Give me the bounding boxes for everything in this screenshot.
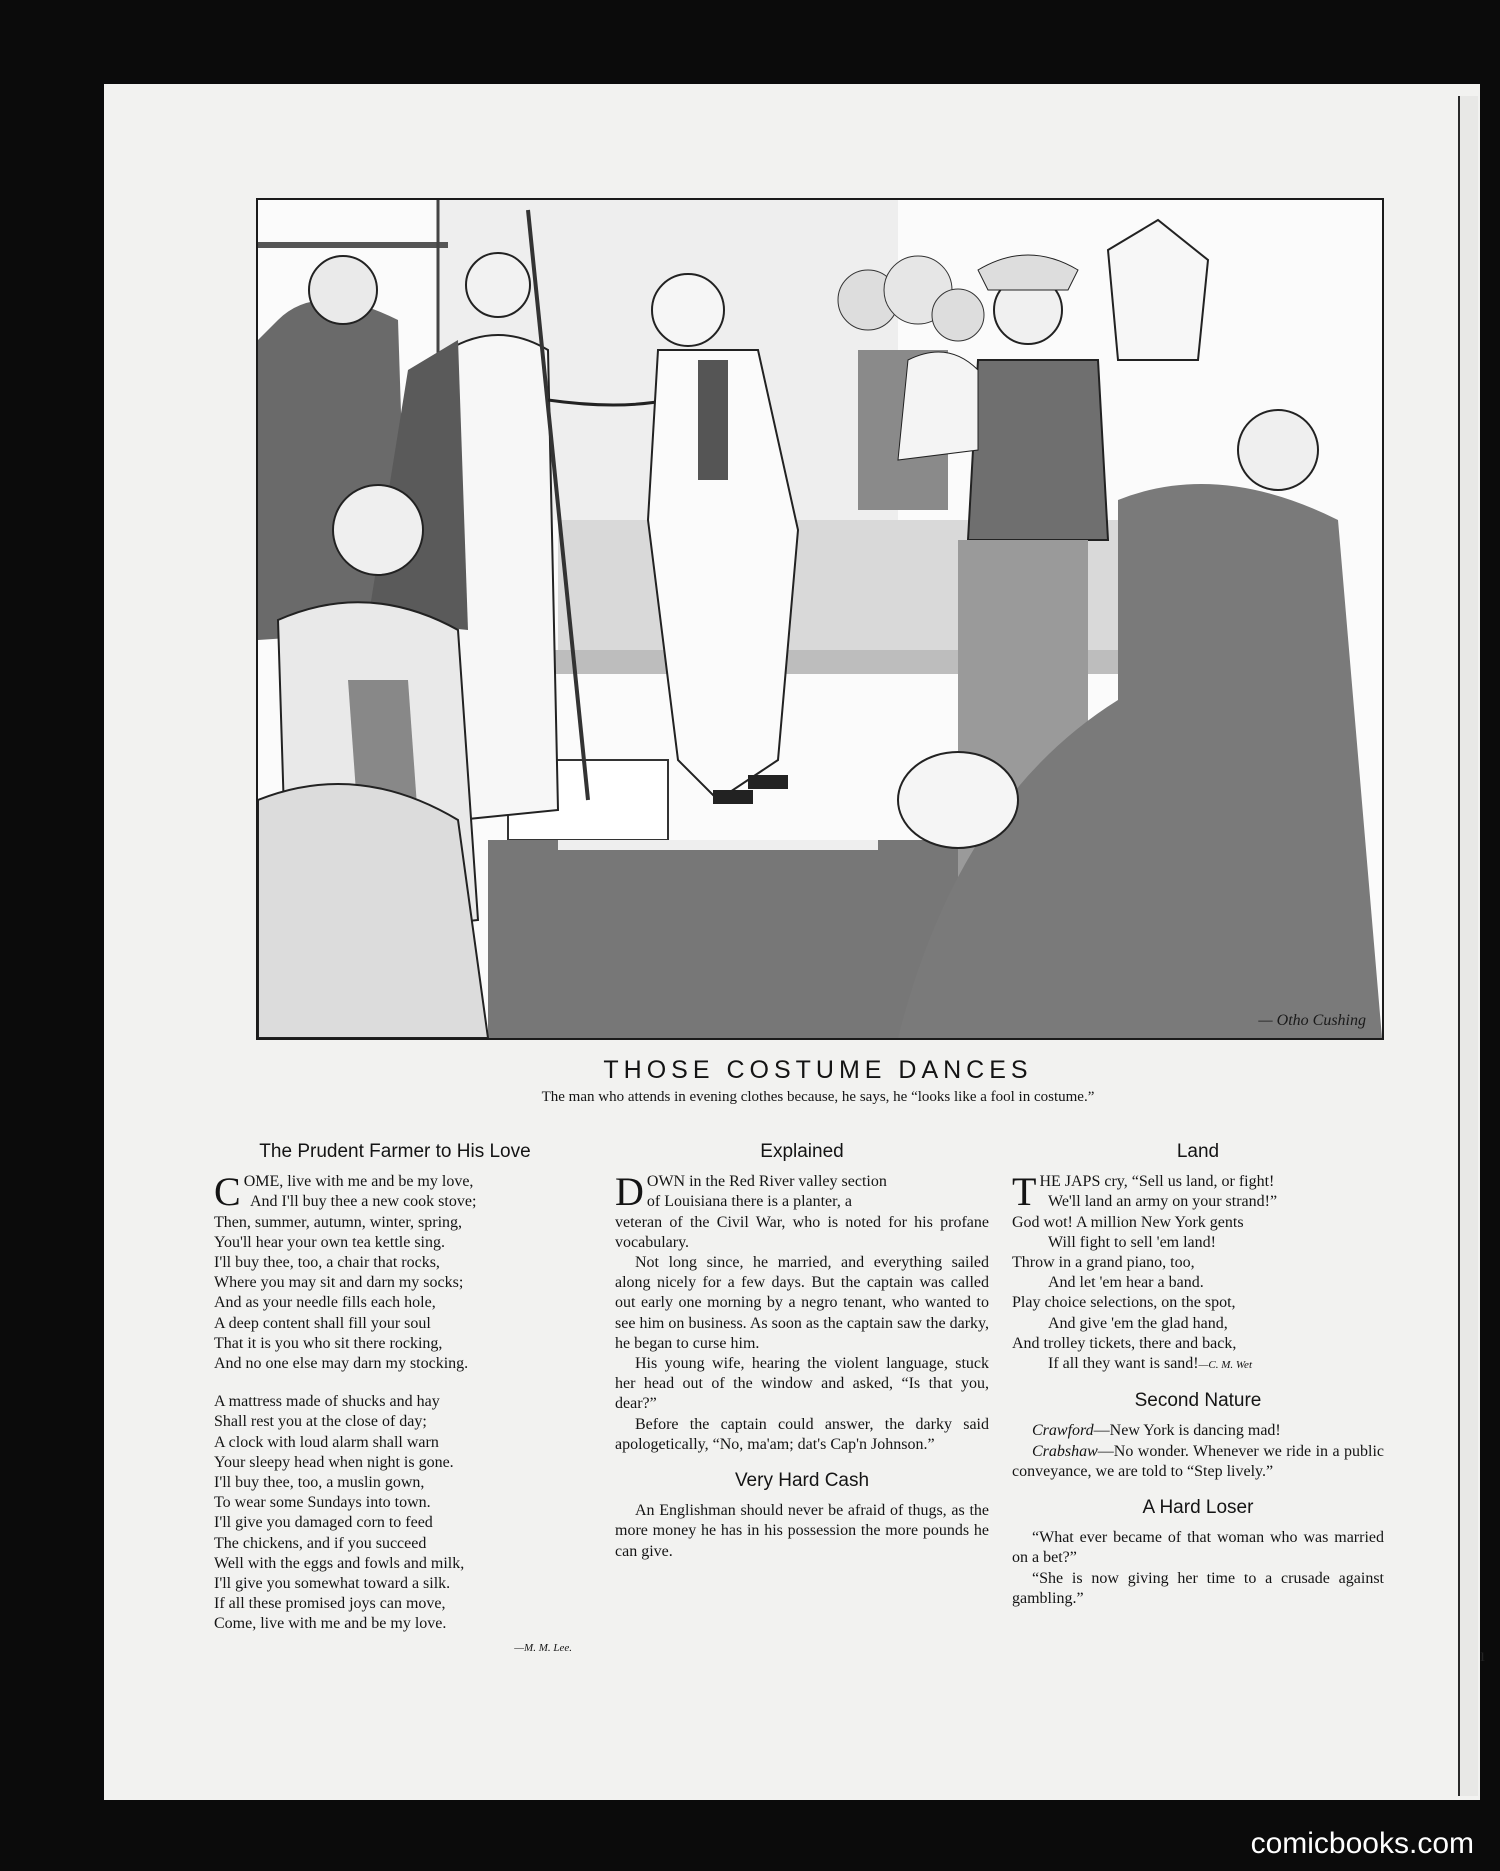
hard-loser-paragraph: “What ever became of that woman who was married on a bet?” bbox=[1012, 1529, 1384, 1567]
dialogue-text: —No wonder. Whenever we ride in a public conveyance, we are told to “Step lively.” bbox=[1012, 1442, 1384, 1480]
land-title: Land bbox=[1176, 1141, 1220, 1162]
story-paragraph: veteran of the Civil War, who is noted for his profane vocabulary. bbox=[615, 1213, 989, 1251]
poem-line: Come, live with me and be my love. bbox=[214, 1615, 447, 1633]
poem-stanza-2 bbox=[214, 1392, 576, 1634]
poem-line: HE JAPS cry, “Sell us land, or fight! bbox=[1039, 1173, 1275, 1191]
hard-loser-paragraph: “She is now giving her time to a crusade against gambling.” bbox=[1012, 1569, 1384, 1607]
hard-loser-title: A Hard Loser bbox=[1142, 1497, 1254, 1519]
story-paragraph: Not long since, he married, and everything sailed along nicely for a few days. But the captain was called out early one morning by a negro tenant, who wanted to see him on business. As soon as the captain saw the darky, he began to curse him. bbox=[615, 1254, 989, 1352]
cartoon-title: THOSE COSTUME DANCES bbox=[603, 1056, 1033, 1084]
poem-line: And let 'em hear a band. bbox=[1048, 1274, 1204, 1292]
poem-line: Shall rest you at the close of day; bbox=[214, 1413, 427, 1431]
poem-line: Throw in a grand piano, too, bbox=[1012, 1254, 1195, 1272]
poem-line: The chickens, and if you succeed bbox=[214, 1534, 427, 1552]
very-hard-cash-title: Very Hard Cash bbox=[734, 1470, 870, 1492]
poem-line: A mattress made of shucks and hay bbox=[214, 1393, 440, 1411]
poem-line: To wear some Sundays into town. bbox=[214, 1494, 431, 1512]
poem-column bbox=[214, 1142, 576, 1658]
story-paragraph: His young wife, hearing the violent language, stuck her head out of the window and asked, “Is that you, dear?” bbox=[615, 1355, 989, 1413]
cartoon-caption: The man who attends in evening clothes because, he says, he “looks like a fool in costume.” bbox=[541, 1089, 1095, 1105]
story-line: OWN in the Red River valley section bbox=[646, 1173, 887, 1191]
poem-line: And as your needle fills each hole, bbox=[214, 1294, 436, 1312]
cartoon-drawing bbox=[258, 200, 1382, 1038]
cartoon-illustration bbox=[256, 198, 1384, 1040]
story-line: of Louisiana there is a planter, a bbox=[646, 1193, 852, 1211]
poem-line: And trolley tickets, there and back, bbox=[1012, 1334, 1237, 1352]
explained-story bbox=[615, 1169, 989, 1455]
site-watermark: comicbooks.com bbox=[1250, 1827, 1474, 1860]
speaker-name: Crawford bbox=[1032, 1422, 1094, 1440]
poem-line: OME, live with me and be my love, bbox=[243, 1173, 474, 1191]
poem-line: That it is you who sit there rocking, bbox=[214, 1334, 443, 1352]
second-nature-title: Second Nature bbox=[1134, 1390, 1262, 1412]
poem-line: If all these promised joys can move, bbox=[214, 1595, 446, 1613]
poem-line: And give 'em the glad hand, bbox=[1048, 1314, 1228, 1332]
poem-stanza-1 bbox=[214, 1169, 576, 1374]
poem-title: The Prudent Farmer to His Love bbox=[259, 1141, 531, 1162]
poem-line: Play choice selections, on the spot, bbox=[1012, 1294, 1236, 1312]
poem-line: Your sleepy head when night is gone. bbox=[214, 1453, 454, 1471]
margin-mark: ı bbox=[1480, 1645, 1486, 1665]
poem-line: A clock with loud alarm shall warn bbox=[214, 1433, 439, 1451]
second-nature-line-2 bbox=[1012, 1442, 1384, 1482]
land-poem bbox=[1012, 1169, 1384, 1375]
drop-cap: D bbox=[615, 1169, 644, 1215]
drop-cap: T bbox=[1012, 1169, 1037, 1215]
right-column bbox=[1012, 1142, 1384, 1609]
poem-line: Well with the eggs and fowls and milk, bbox=[214, 1554, 465, 1572]
poem-line: We'll land an army on your strand!” bbox=[1048, 1193, 1278, 1211]
story-paragraph: Before the captain could answer, the darky said apologetically, “No, ma'am; dat's Cap'n Johnson.” bbox=[615, 1415, 989, 1453]
drop-cap: C bbox=[214, 1169, 241, 1215]
speaker-name: Crabshaw bbox=[1032, 1442, 1098, 1460]
very-hard-cash-text: An Englishman should never be afraid of thugs, as the more money he has in his possession the more pounds he can give. bbox=[615, 1502, 989, 1560]
poem-line: I'll give you somewhat toward a silk. bbox=[214, 1575, 451, 1593]
poem-line: I'll buy thee, too, a chair that rocks, bbox=[214, 1254, 440, 1272]
poem-line: God wot! A million New York gents bbox=[1012, 1213, 1244, 1231]
second-nature-line-1 bbox=[1012, 1421, 1384, 1441]
poem-line: Where you may sit and darn my socks; bbox=[214, 1274, 464, 1292]
poem-line: I'll give you damaged corn to feed bbox=[214, 1514, 433, 1532]
poem-line-text: If all they want is sand! bbox=[1048, 1355, 1199, 1373]
poem-line: A deep content shall fill your soul bbox=[214, 1314, 431, 1332]
land-credit: —C. M. Wet bbox=[1198, 1359, 1252, 1372]
poem-line: Then, summer, autumn, winter, spring, bbox=[214, 1213, 463, 1231]
poem-line bbox=[1012, 1354, 1384, 1375]
middle-column bbox=[615, 1142, 989, 1562]
dialogue-text: —New York is dancing mad! bbox=[1093, 1422, 1281, 1440]
explained-title: Explained bbox=[760, 1141, 844, 1162]
poem-line: I'll buy thee, too, a muslin gown, bbox=[214, 1474, 425, 1492]
poem-line: And I'll buy thee a new cook stove; bbox=[250, 1193, 477, 1211]
poem-credit: —M. M. Lee. bbox=[514, 1641, 572, 1654]
poem-line: You'll hear your own tea kettle sing. bbox=[214, 1233, 445, 1251]
poem-line: And no one else may darn my stocking. bbox=[214, 1355, 469, 1373]
page-spine bbox=[1458, 96, 1478, 1796]
artist-signature: — Otho Cushing bbox=[1258, 1012, 1366, 1029]
poem-line: Will fight to sell 'em land! bbox=[1048, 1233, 1216, 1251]
